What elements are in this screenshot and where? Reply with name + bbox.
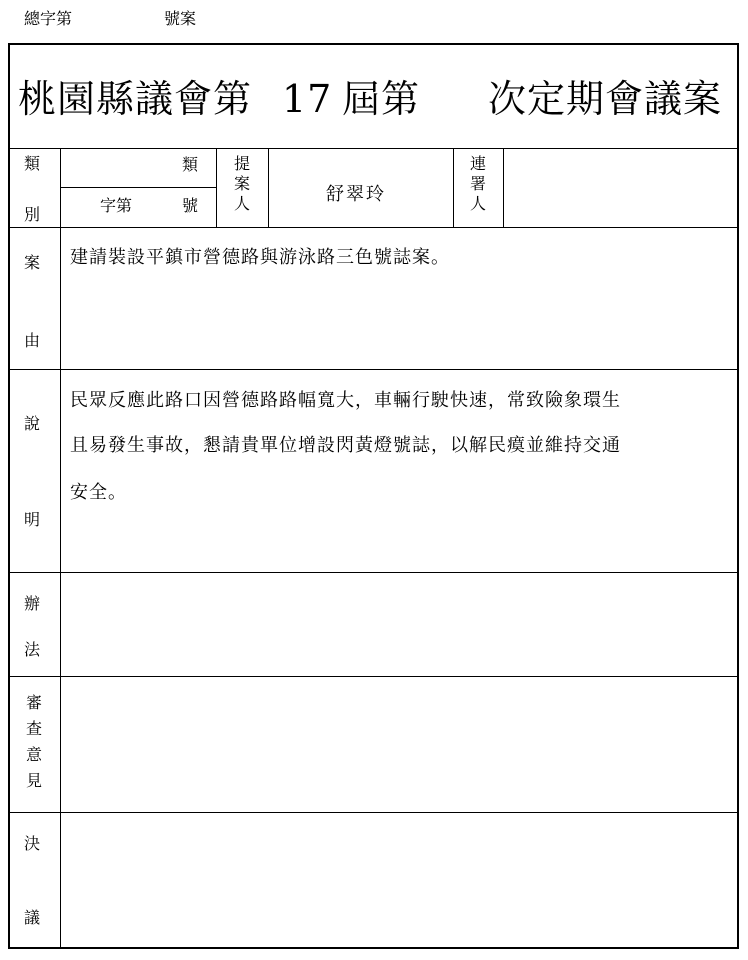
- title-suffix: 次定期會議案: [488, 77, 723, 121]
- explanation-label-top: 說: [24, 414, 41, 433]
- row-divider-reason: [9, 369, 738, 370]
- row-divider-title: [9, 148, 738, 149]
- meta-divider-3: [453, 148, 454, 227]
- explanation-label-bottom: 明: [24, 510, 41, 529]
- title-middle: 屆第: [342, 77, 421, 121]
- method-label-top: 辦: [24, 594, 41, 613]
- category-label-bottom: 別: [24, 205, 41, 224]
- reason-text: 建請裝設平鎮市營德路與游泳路三色號誌案。: [70, 247, 450, 268]
- review-content-area[interactable]: [62, 678, 736, 810]
- row-divider-method: [9, 676, 738, 677]
- title-prefix: 桃園縣議會第: [18, 77, 253, 121]
- review-label: 審 查 意 見: [25, 693, 42, 790]
- case-number-label: 號案: [164, 9, 197, 28]
- cosigner-label: 連 署 人: [469, 154, 486, 213]
- resolution-label-bottom: 議: [24, 908, 41, 927]
- meta-divider-2: [268, 148, 269, 227]
- method-content-area[interactable]: [62, 574, 736, 674]
- category-type-field[interactable]: 類: [182, 155, 199, 174]
- reason-label-top: 案: [24, 253, 41, 272]
- row-divider-meta: [9, 227, 738, 228]
- meta-divider-4: [503, 148, 504, 227]
- meta-divider-1: [216, 148, 217, 227]
- row-divider-review: [9, 812, 738, 813]
- case-number-prefix: 字第: [100, 196, 133, 215]
- label-column-divider: [60, 148, 61, 948]
- category-label-top: 類: [24, 154, 41, 173]
- resolution-content-area[interactable]: [62, 814, 736, 946]
- title-session-number: 17: [282, 77, 333, 121]
- case-number-suffix: 號: [182, 196, 199, 215]
- reason-label-bottom: 由: [24, 331, 41, 350]
- resolution-label-top: 決: [24, 834, 41, 853]
- proposer-label: 提 案 人: [233, 154, 250, 213]
- total-number-label: 總字第: [24, 9, 73, 28]
- method-label-bottom: 法: [24, 640, 41, 659]
- row-divider-explanation: [9, 572, 738, 573]
- explanation-line-2: 且易發生事故，懇請貴單位增設閃黃燈號誌，以解民瘼並維持交通: [70, 435, 621, 456]
- explanation-line-3: 安全。: [70, 482, 127, 503]
- row-divider-meta-inner: [60, 187, 216, 188]
- proposer-name: 舒翠玲: [326, 184, 386, 205]
- explanation-line-1: 民眾反應此路口因營德路路幅寬大，車輛行駛快速，常致險象環生: [70, 390, 621, 411]
